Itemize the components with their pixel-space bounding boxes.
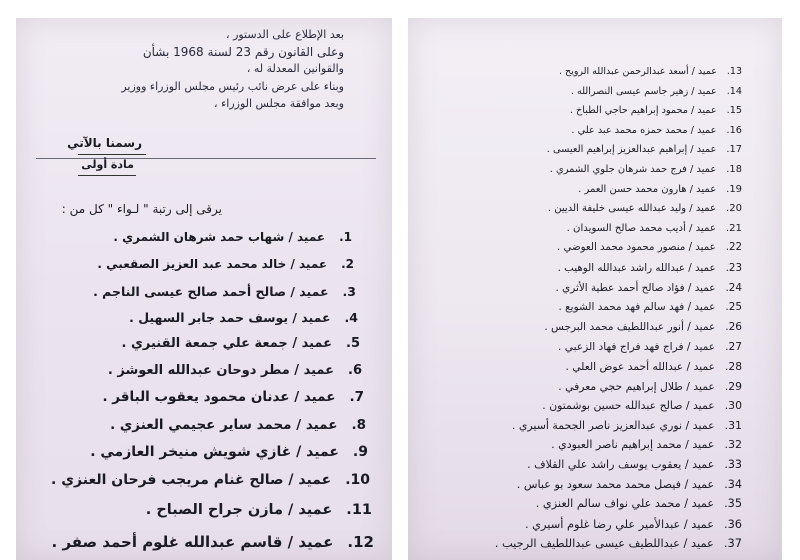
entry-number: 21. [725, 223, 742, 234]
right-document-page [408, 18, 782, 560]
promotion-entry [110, 417, 366, 433]
promotion-entry [558, 301, 742, 313]
preamble-line: وبعد موافقة مجلس الوزراء ، [214, 97, 344, 110]
promotion-entry [578, 184, 742, 195]
entry-name: عميد / طلال إبراهيم حجي معرفي . [558, 380, 715, 393]
promotion-entry [565, 360, 742, 373]
entry-name: عميد / فؤاد صالح أحمد عطية الأثري . [555, 282, 716, 294]
entry-name: عميد / محمود إبراهيم حاجي الطباخ . [569, 105, 717, 116]
entry-name: عميد / صالح عبدالله حسين بوشمتون . [542, 399, 715, 412]
entry-name: عميد / فراج فهد فراج فهاد الزعبي . [558, 340, 716, 353]
entry-number: 6. [348, 363, 362, 378]
promotion-entry [495, 536, 742, 550]
entry-number: 12. [347, 533, 374, 551]
promotion-entry [129, 310, 358, 325]
entry-number: 7. [349, 389, 364, 405]
entry-number: 8. [351, 417, 366, 433]
promotion-entry [93, 284, 356, 299]
promotion-entry [559, 66, 742, 77]
entry-name: عميد / محمد ساير عجيمي العنزي . [110, 417, 338, 433]
preamble-line: بعد الإطلاع على الدستور ، [226, 28, 344, 41]
promotion-entry [551, 438, 742, 451]
entry-number: 18. [726, 164, 742, 175]
entry-name: عميد / أديب محمد صالح السويدان . [566, 223, 716, 234]
entry-name: عميد / يوسف حمد جابر السهيل . [129, 310, 331, 325]
entry-name: عميد / زهير جاسم عيسى النصرالله . [570, 86, 717, 97]
promotion-entry [571, 125, 742, 136]
decree-underline [78, 154, 146, 155]
preamble-line: وبناء على عرض نائب رئيس مجلس الوزراء ووزير [121, 80, 344, 93]
promotion-entry [550, 164, 742, 175]
entry-number: 31. [724, 419, 742, 432]
promotion-entry [544, 321, 742, 333]
promotion-entry [51, 472, 370, 488]
entry-name: عميد / محمد علي نواف سالم العنزي . [535, 497, 715, 510]
entry-number: 37. [723, 536, 742, 550]
entry-number: 35. [724, 497, 742, 510]
entry-name: عميد / نوري عبدالعزيز ناصر الجحمة أسيري . [511, 419, 715, 432]
promotion-entry [512, 419, 742, 432]
entry-number: 29. [724, 380, 742, 393]
promotion-entry [121, 336, 360, 351]
entry-number: 26. [725, 321, 742, 333]
entry-name: عميد / مطر دوحان عبدالله العوشز . [107, 363, 334, 378]
entry-name: عميد / خالد محمد عبد العزيز الصقعبي . [97, 257, 328, 271]
entry-name: عميد / عبداللطيف عيسى عبداللطيف الرجيب . [494, 536, 714, 550]
promotion-entry [558, 262, 742, 274]
entry-number: 27. [725, 340, 742, 353]
entry-number: 2. [341, 257, 354, 271]
entry-number: 33. [724, 458, 742, 471]
promotion-entry [570, 105, 742, 116]
entry-number: 36. [723, 517, 742, 531]
entry-name: عميد / وليد عبدالله عيسى خليفة الديين . [547, 203, 716, 214]
entry-name: عميد / محمد إبراهيم ناصر العبودي . [551, 438, 715, 451]
entry-name: عميد / جمعة علي جمعة القنيري . [121, 336, 332, 351]
promotion-entry [542, 399, 742, 412]
entry-number: 13. [726, 66, 742, 77]
entry-number: 28. [724, 360, 742, 373]
entry-name: عميد / فرج حمد شرهان جلوي الشمري . [549, 164, 717, 175]
entry-name: عميد / مازن جراح الصباح . [145, 502, 333, 518]
entry-number: 23. [725, 262, 742, 274]
entry-name: عميد / منصور محمود محمد العوضي . [556, 242, 716, 253]
entry-number: 24. [725, 282, 742, 294]
entry-number: 20. [726, 203, 742, 214]
entry-name: عميد / صالح غنام مريجب فرحان العنزي . [51, 472, 332, 488]
promotion-entry [556, 282, 742, 294]
article-label: مادة أولى [81, 158, 134, 171]
promotion-entry [558, 380, 742, 393]
entry-number: 17. [726, 144, 742, 155]
preamble-line: والقوانين المعدلة له ، [246, 62, 344, 75]
promotion-line: يرقى إلى رتبة " لـواء " كل من : [61, 202, 222, 216]
entry-name: عميد / محمد حمزه محمد عبد علي . [571, 125, 717, 136]
entry-name: عميد / عبدالله راشد عبدالله الوهيب . [557, 262, 716, 274]
entry-number: 32. [724, 438, 742, 451]
entry-name: عميد / قاسم عبدالله غلوم أحمد صفر . [51, 533, 334, 551]
entry-name: عميد / عبدالله أحمد عوض العلي . [565, 360, 715, 373]
promotion-entry [536, 497, 742, 510]
entry-name: عميد / غازي شويش منيخر العازمي . [90, 444, 339, 460]
entry-name: عميد / يعقوب يوسف راشد علي القلاف . [527, 458, 715, 471]
left-document-page [16, 18, 392, 560]
preamble-line: وعلى القانون رقم 23 لسنة 1968 بشأن [142, 45, 344, 59]
entry-number: 30. [724, 399, 742, 412]
promotion-entry [557, 242, 742, 253]
entry-name: عميد / هارون محمد حسن العمر . [578, 184, 717, 195]
entry-name: عميد / شهاب حمد شرهان الشمري . [113, 230, 326, 244]
promotion-entry [108, 363, 362, 378]
entry-number: 1. [339, 230, 352, 244]
promotion-entry [558, 340, 742, 353]
promotion-entry [525, 517, 742, 531]
entry-number: 14. [726, 86, 742, 97]
entry-number: 22. [725, 242, 742, 253]
entry-name: عميد / عدنان محمود يعقوب الباقر . [102, 389, 336, 405]
entry-number: 25. [725, 301, 742, 313]
entry-name: عميد / عبدالأمير علي رضا غلوم أسيري . [524, 517, 714, 531]
entry-name: عميد / صالح أحمد صالح عيسى الناجم . [93, 284, 329, 299]
entry-name: عميد / أنور عبداللطيف محمد البرجس . [544, 321, 716, 333]
promotion-entry [517, 478, 742, 491]
entry-number: 11. [346, 502, 372, 518]
promotion-entry [548, 203, 742, 214]
promotion-entry [97, 257, 354, 271]
promotion-entry [90, 444, 368, 460]
decree-label: رسمنا بالآتي [67, 136, 142, 150]
entry-number: 10. [345, 472, 370, 488]
promotion-entry [547, 144, 742, 155]
entry-number: 9. [352, 444, 368, 460]
promotion-entry [113, 230, 352, 244]
entry-number: 34. [724, 478, 742, 491]
entry-name: عميد / إبراهيم عبدالعزيز إبراهيم العيسى . [546, 144, 717, 155]
entry-name: عميد / أسعد عبدالرحمن عبدالله الرويح . [559, 66, 717, 77]
entry-number: 3. [342, 284, 356, 299]
entry-name: عميد / فهد سالم فهد محمد الشويع . [558, 301, 716, 313]
promotion-entry [527, 458, 742, 471]
article-underline [78, 175, 136, 176]
entry-number: 16. [726, 125, 742, 136]
entry-number: 19. [726, 184, 742, 195]
promotion-entry [102, 389, 364, 405]
promotion-entry [567, 223, 742, 234]
entry-number: 5. [346, 336, 360, 351]
promotion-entry [52, 533, 374, 551]
entry-number: 15. [726, 105, 742, 116]
entry-number: 4. [344, 310, 358, 325]
promotion-entry [571, 86, 742, 97]
entry-name: عميد / فيصل محمد محمد سعود بو عباس . [516, 478, 715, 491]
promotion-entry [146, 502, 372, 518]
